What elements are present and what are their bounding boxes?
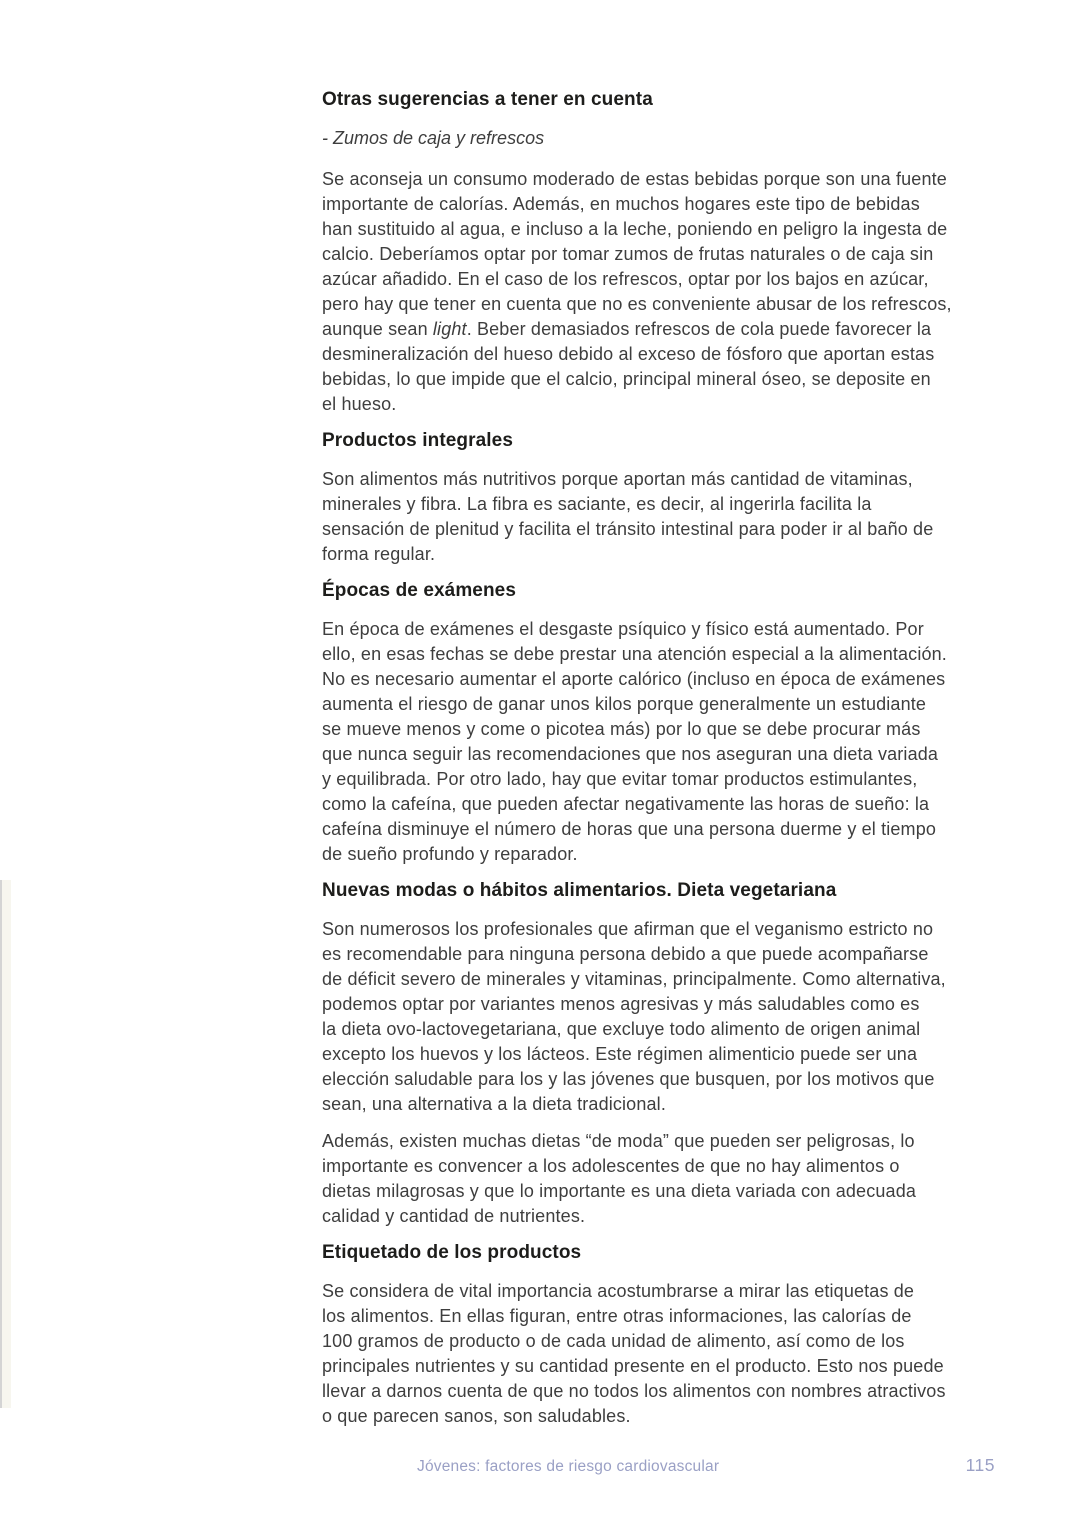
text-line: aunque sean light. Beber demasiados refrescos de cola puede favorecer la bbox=[322, 319, 932, 339]
text-line: elección saludable para los y las jóvenes que busquen, por los motivos que bbox=[322, 1069, 935, 1089]
text-line: ello, en esas fechas se debe prestar una atención especial a la alimentación. bbox=[322, 644, 947, 664]
page-edge-band bbox=[2, 880, 11, 1408]
text-line: Además, existen muchas dietas “de moda” que pueden ser peligrosas, lo bbox=[322, 1131, 915, 1151]
text-line: dietas milagrosas y que lo importante es una dieta variada con adecuada bbox=[322, 1181, 917, 1201]
text-line: pero hay que tener en cuenta que no es conveniente abusar de los refrescos, bbox=[322, 294, 952, 314]
text-line: En época de exámenes el desgaste psíquico y físico está aumentado. Por bbox=[322, 619, 924, 639]
text-line: aumenta el riesgo de ganar unos kilos porque generalmente un estudiante bbox=[322, 694, 927, 714]
text-line: sean, una alternativa a la dieta tradicional. bbox=[322, 1094, 666, 1114]
text-line: calidad y cantidad de nutrientes. bbox=[322, 1206, 586, 1226]
section-subtitle: - Zumos de caja y refrescos bbox=[322, 128, 545, 148]
section-heading: Productos integrales bbox=[322, 430, 513, 451]
page-number: 115 bbox=[965, 1455, 995, 1475]
text-line: Son numerosos los profesionales que afirman que el veganismo estricto no bbox=[322, 919, 934, 939]
text-line: minerales y fibra. La fibra es saciante, es decir, al ingerirla facilita la bbox=[322, 494, 872, 514]
text-line: que nunca seguir las recomendaciones que nos aseguran una dieta variada bbox=[322, 744, 939, 764]
text-line: 100 gramos de producto o de cada unidad de alimento, así como de los bbox=[322, 1331, 905, 1351]
paragraph bbox=[322, 1279, 1022, 1429]
text-line: los alimentos. En ellas figuran, entre otras informaciones, las calorías de bbox=[322, 1306, 912, 1326]
section-heading: Épocas de exámenes bbox=[322, 580, 517, 601]
paragraph bbox=[322, 467, 1022, 567]
text-line: forma regular. bbox=[322, 544, 436, 564]
text-line: de sueño profundo y reparador. bbox=[322, 844, 578, 864]
text-line: No es necesario aumentar el aporte calórico (incluso en época de exámenes bbox=[322, 669, 946, 689]
text-line: Son alimentos más nutritivos porque aportan más cantidad de vitaminas, bbox=[322, 469, 913, 489]
text-line: han sustituido al agua, e incluso a la leche, poniendo en peligro la ingesta de bbox=[322, 219, 948, 239]
section-heading: Etiquetado de los productos bbox=[322, 1242, 582, 1263]
text-line: llevar a darnos cuenta de que no todos los alimentos con nombres atractivos bbox=[322, 1381, 946, 1401]
text-line: podemos optar por variantes menos agresivas y más saludables como es bbox=[322, 994, 920, 1014]
text-line: principales nutrientes y su cantidad presente en el producto. Esto nos puede bbox=[322, 1356, 944, 1376]
text-line: o que parecen sanos, son saludables. bbox=[322, 1406, 631, 1426]
text-line: es recomendable para ninguna persona debido a que puede acompañarse bbox=[322, 944, 929, 964]
text-line: importante es convencer a los adolescentes de que no hay alimentos o bbox=[322, 1156, 900, 1176]
paragraph bbox=[322, 167, 1022, 417]
text-line: Se considera de vital importancia acostumbrarse a mirar las etiquetas de bbox=[322, 1281, 915, 1301]
footer-book-title: Jóvenes: factores de riesgo cardiovascular bbox=[417, 1458, 720, 1475]
paragraph bbox=[322, 917, 1022, 1117]
text-line: excepto los huevos y los lácteos. Este régimen alimenticio puede ser una bbox=[322, 1044, 918, 1064]
paragraph bbox=[322, 617, 1022, 867]
section-nuevas-modas bbox=[322, 879, 1022, 1229]
text-line: calcio. Deberíamos optar por tomar zumos de frutas naturales o de caja sin bbox=[322, 244, 934, 264]
section-etiquetado bbox=[322, 1241, 1022, 1429]
section-epocas-de-examenes bbox=[322, 579, 1022, 867]
text-line: se mueve menos y come o picotea más) por lo que se debe procurar más bbox=[322, 719, 921, 739]
paragraph bbox=[322, 1129, 1022, 1229]
text-line: azúcar añadido. En el caso de los refrescos, optar por los bajos en azúcar, bbox=[322, 269, 929, 289]
text-line: el hueso. bbox=[322, 394, 397, 414]
page-footer bbox=[0, 1455, 1080, 1485]
text-line: sensación de plenitud y facilita el tránsito intestinal para poder ir al baño de bbox=[322, 519, 934, 539]
document-body bbox=[322, 88, 1022, 1441]
text-line: como la cafeína, que pueden afectar negativamente las horas de sueño: la bbox=[322, 794, 930, 814]
text-line: Se aconseja un consumo moderado de estas bebidas porque son una fuente bbox=[322, 169, 947, 189]
text-line: de déficit severo de minerales y vitaminas, principalmente. Como alternativa, bbox=[322, 969, 946, 989]
text-line: desmineralización del hueso debido al exceso de fósforo que aportan estas bbox=[322, 344, 935, 364]
text-line: bebidas, lo que impide que el calcio, principal mineral óseo, se deposite en bbox=[322, 369, 931, 389]
section-heading: Nuevas modas o hábitos alimentarios. Dieta vegetariana bbox=[322, 880, 837, 901]
section-productos-integrales bbox=[322, 429, 1022, 567]
text-line: importante de calorías. Además, en muchos hogares este tipo de bebidas bbox=[322, 194, 920, 214]
text-line: y equilibrada. Por otro lado, hay que evitar tomar productos estimulantes, bbox=[322, 769, 918, 789]
section-otras-sugerencias bbox=[322, 88, 1022, 417]
text-line: la dieta ovo-lactovegetariana, que excluye todo alimento de origen animal bbox=[322, 1019, 921, 1039]
text-line: cafeína disminuye el número de horas que una persona duerme y el tiempo bbox=[322, 819, 937, 839]
section-heading: Otras sugerencias a tener en cuenta bbox=[322, 89, 653, 110]
